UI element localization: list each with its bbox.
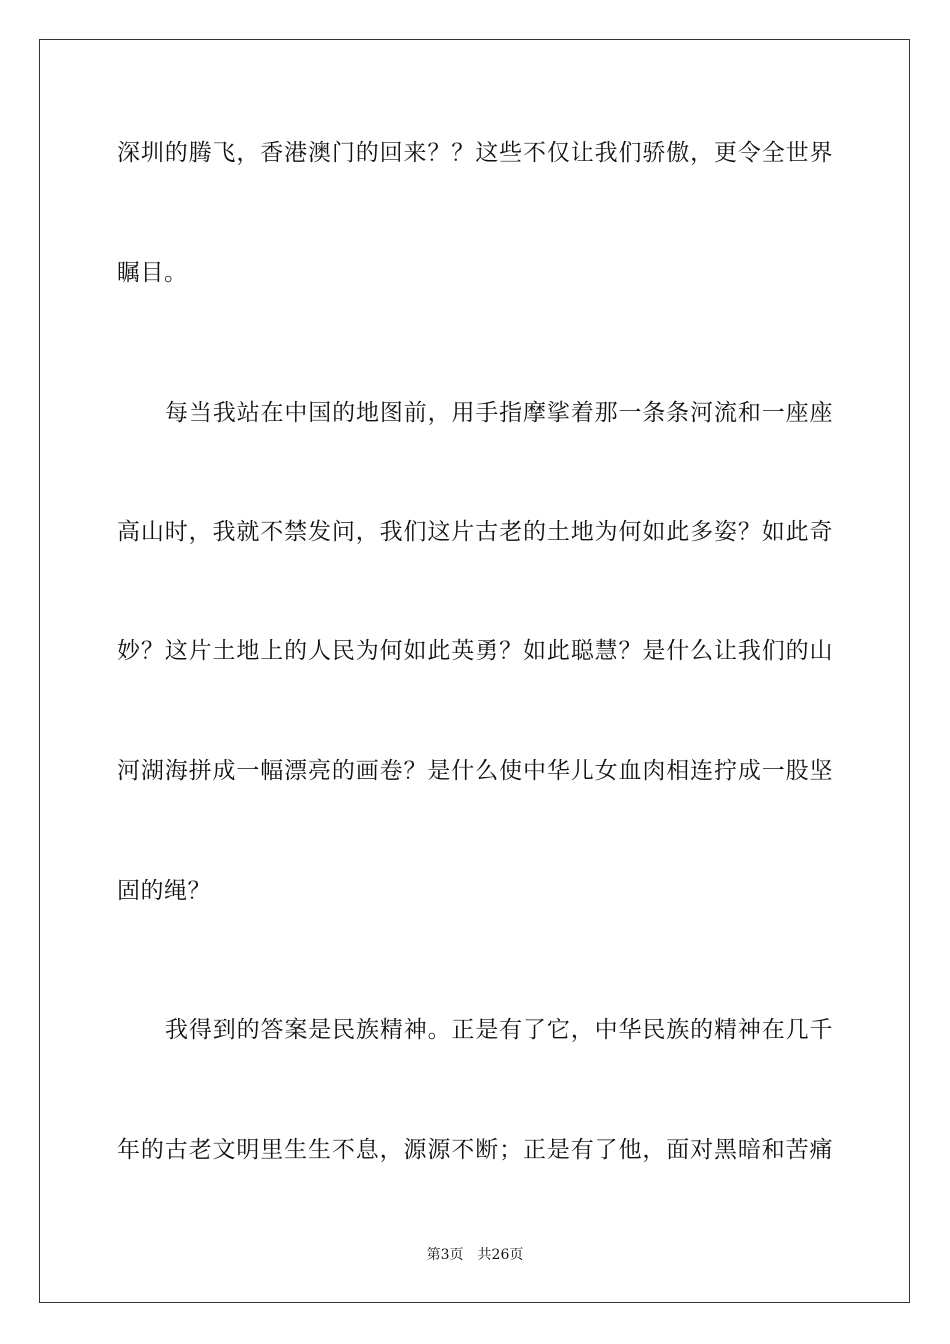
text-line-9: 年的古老文明里生生不息，源源不断；正是有了他，面对黑暗和苦痛 xyxy=(117,1137,833,1163)
text-line-7: 固的绳？ xyxy=(117,878,211,904)
text-line-1: 深圳的腾飞，香港澳门的回来？？这些不仅让我们骄傲，更令全世界 xyxy=(117,140,833,166)
text-line-4: 高山时，我就不禁发问，我们这片古老的土地为何如此多姿？如此奇 xyxy=(117,519,833,545)
page-total: 共26页 xyxy=(477,1247,524,1263)
text-line-2: 瞩目。 xyxy=(117,260,188,286)
text-line-6: 河湖海拼成一幅漂亮的画卷？是什么使中华儿女血肉相连拧成一股坚 xyxy=(117,758,833,784)
text-line-5: 妙？这片土地上的人民为何如此英勇？如此聪慧？是什么让我们的山 xyxy=(117,638,833,664)
page-frame xyxy=(39,39,910,1303)
text-line-3: 每当我站在中国的地图前，用手指摩挲着那一条条河流和一座座 xyxy=(165,400,833,426)
page-footer xyxy=(0,1246,950,1264)
page-number: 第3页 xyxy=(426,1247,464,1263)
text-line-8: 我得到的答案是民族精神。正是有了它，中华民族的精神在几千 xyxy=(165,1017,833,1043)
